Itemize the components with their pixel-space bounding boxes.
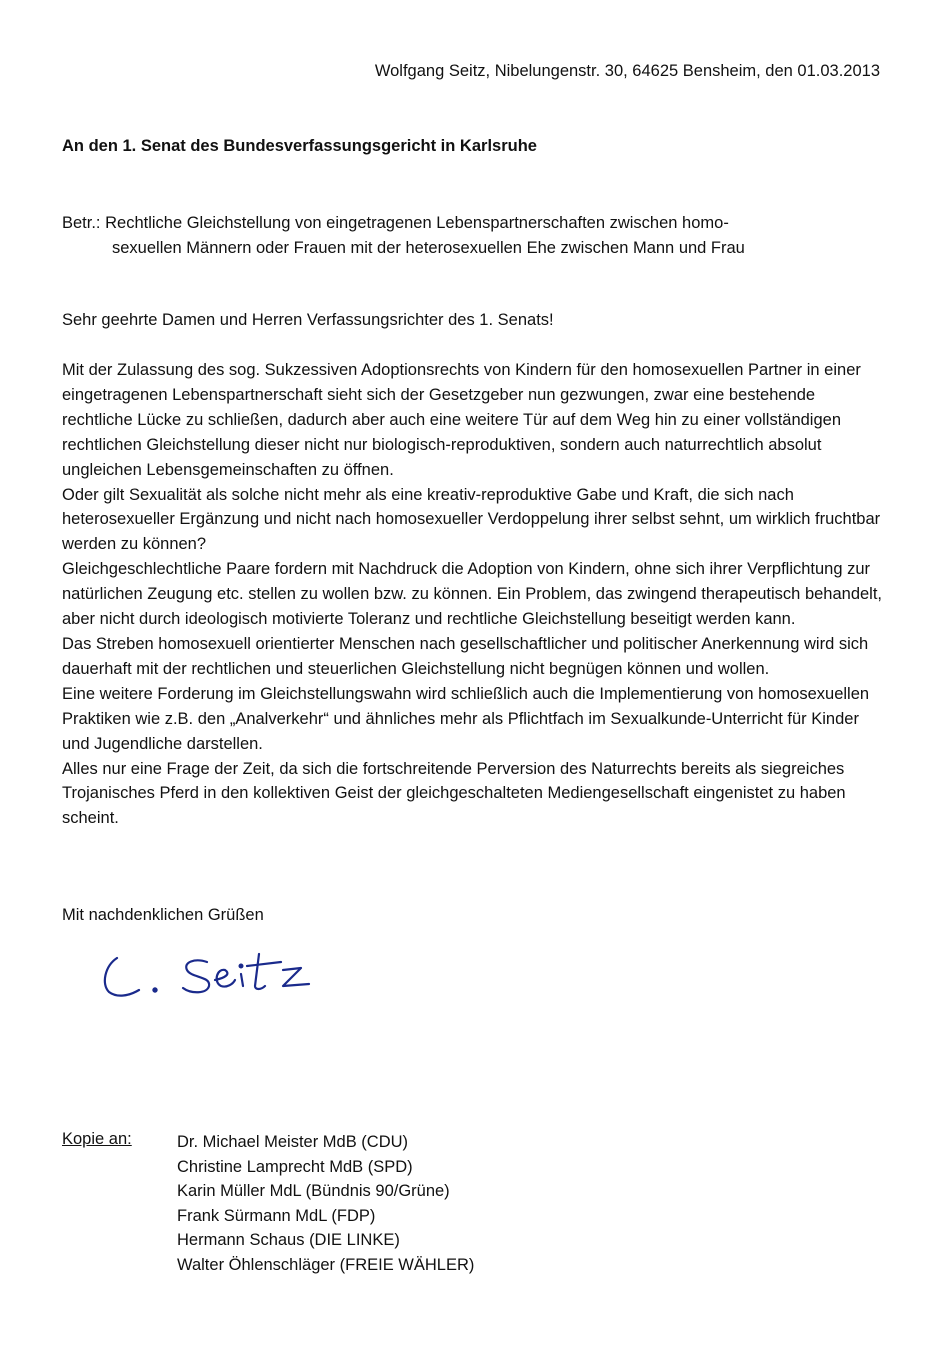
closing-line: Mit nachdenklichen Grüßen — [62, 906, 264, 924]
body-paragraph: Eine weitere Forderung im Gleichstellungswahn wird schließlich auch die Implementierung von homosexuellen Praktiken wie z.B. den „Analverkehr“ und ähnliches mehr als Pflichtfach im Sexualkunde-Unterricht für Kinder und Jugendliche darstellen. — [62, 684, 870, 753]
handwritten-signature — [95, 940, 355, 1010]
recipient-line: An den 1. Senat des Bundesverfassungsgericht in Karlsruhe — [62, 137, 537, 155]
list-item: Karin Müller MdL (Bündnis 90/Grüne) — [177, 1182, 450, 1201]
list-item: Frank Sürmann MdL (FDP) — [177, 1206, 376, 1225]
list-item: Dr. Michael Meister MdB (CDU) — [177, 1133, 409, 1151]
list-item: Walter Öhlenschläger (FREIE WÄHLER) — [177, 1255, 475, 1274]
subject-line-2: sexuellen Männern oder Frauen mit der heterosexuellen Ehe zwischen Mann und Frau — [112, 239, 745, 257]
body-paragraph: Das Streben homosexuell orientierter Menschen nach gesellschaftlicher und politischer Anerkennung wird sich dauerhaft mit der rechtlichen und steuerlichen Gleichstellung nicht begnügen können und wollen. — [62, 634, 869, 678]
list-item: Christine Lamprecht MdB (SPD) — [177, 1157, 413, 1176]
salutation: Sehr geehrte Damen und Herren Verfassungsrichter des 1. Senats! — [62, 311, 554, 329]
subject-line-1: Betr.: Rechtliche Gleichstellung von eingetragenen Lebenspartnerschaften zwischen homo- — [62, 214, 729, 232]
letter-body — [62, 358, 882, 831]
copy-recipient-list — [177, 1130, 474, 1278]
sender-line: Wolfgang Seitz, Nibelungenstr. 30, 64625 Bensheim, den 01.03.2013 — [374, 62, 880, 80]
body-paragraph: Alles nur eine Frage der Zeit, da sich die fortschreitende Perversion des Naturrechts bereits als siegreiches Trojanisches Pferd in den kollektiven Geist der gleichgeschalteten Mediengesellschaft eingenistet zu haben scheint. — [62, 759, 846, 828]
body-paragraph: Gleichgeschlechtliche Paare fordern mit Nachdruck die Adoption von Kindern, ohne sich ihrer Verpflichtung zur natürlichen Zeugung etc. stellen zu wollen bzw. zu können. Ein Problem, das zwingend therapeutisch behandelt, aber nicht durch ideologisch motivierte Toleranz und rechtliche Gleichstellung beseitigt werden kann. — [62, 560, 883, 629]
subject-block — [62, 211, 862, 261]
copy-label: Kopie an: — [62, 1130, 132, 1148]
list-item: Hermann Schaus (DIE LINKE) — [177, 1231, 400, 1250]
body-paragraph: Mit der Zulassung des sog. Sukzessiven Adoptionsrechts von Kindern für den homosexuellen Partner in einer eingetragenen Lebenspartnerschaft sieht sich der Gesetzgeber nun gezwungen, zwar eine bestehende rechtliche Lücke zu schließen, dadurch aber auch eine weitere Tür auf dem Weg hin zu einer vollständigen rechtlichen Gleichstellung dieser nicht nur biologisch-reproduktiven, sondern auch naturrechtlich absolut ungleichen Lebensgemeinschaften zu öffnen. — [62, 361, 861, 479]
body-paragraph: Oder gilt Sexualität als solche nicht mehr als eine kreativ-reproduktive Gabe und Kraft, die sich nach heterosexueller Ergänzung und nicht nach homosexueller Verdoppelung ihrer selbst sehnt, um wirklich fruchtbar werden zu können? — [62, 485, 881, 554]
